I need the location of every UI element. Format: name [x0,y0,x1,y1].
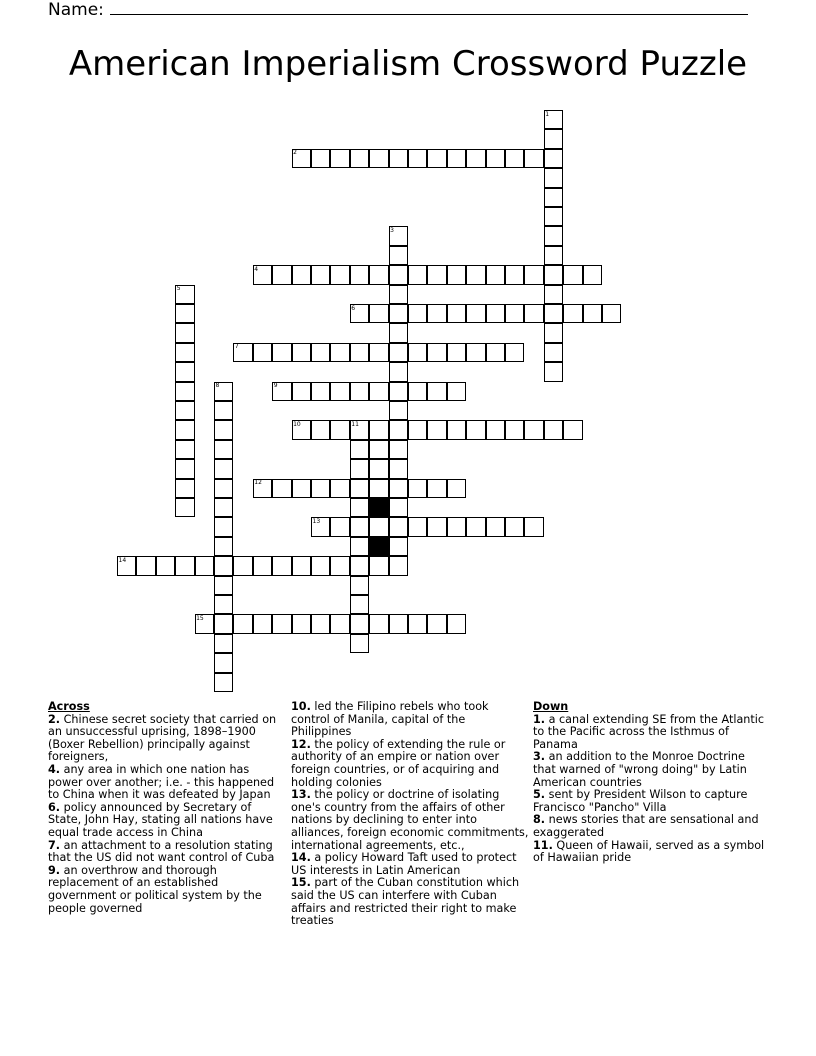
clue-number-1: 1 [545,110,550,118]
crossword-cell[interactable] [389,556,408,575]
crossword-cell[interactable] [214,459,233,478]
crossword-cell[interactable] [427,420,446,439]
crossword-cell[interactable] [175,401,194,420]
clue-number-5: 5 [176,285,181,293]
crossword-cell[interactable] [311,343,330,362]
crossword-cell[interactable] [233,556,252,575]
clue-number-6: 6 [351,304,356,312]
clue-number-2: 2 [293,149,297,157]
crossword-cell[interactable] [524,517,543,536]
crossword-cell[interactable] [214,517,233,536]
clue-text: Queen of Hawaii, served as a symbol of Hawaiian pride [533,838,765,865]
clue-down [533,714,771,752]
clue-text: a canal extending SE from the Atlantic to the Pacific across the Isthmus of Panama [533,712,765,751]
clue-number-12: 12 [254,479,262,487]
clue-across [291,701,529,739]
crossword-cell[interactable] [447,420,466,439]
crossword-cell[interactable] [544,323,563,342]
crossword-cell[interactable] [466,265,485,284]
clues-column-3 [533,701,771,865]
crossword-cell[interactable] [505,420,524,439]
crossword-cell[interactable] [175,304,194,323]
crossword-cell[interactable] [427,304,446,323]
clue-number-8: 8 [215,382,220,390]
puzzle-title: American Imperialism Crossword Puzzle [68,44,748,84]
crossword-cell[interactable] [330,420,349,439]
crossword-cell[interactable] [544,285,563,304]
crossword-cell[interactable] [389,304,408,323]
crossword-cell[interactable] [389,246,408,265]
crossword-cell[interactable] [563,420,582,439]
clue-across [48,840,284,865]
crossword-cell[interactable] [583,265,602,284]
crossword-cell[interactable] [369,614,388,633]
crossword-cell[interactable] [389,382,408,401]
crossword-cell[interactable] [447,343,466,362]
crossword-cell[interactable] [408,343,427,362]
crossword-cell[interactable] [175,420,194,439]
crossword-cell[interactable] [292,479,311,498]
crossword-cell[interactable] [369,382,388,401]
crossword-cell[interactable] [214,537,233,556]
crossword-cell[interactable] [175,479,194,498]
crossword-cell[interactable] [214,595,233,614]
blocked-cell [369,537,388,556]
clue-across [48,714,284,764]
crossword-cell[interactable] [369,479,388,498]
crossword-cell[interactable] [505,265,524,284]
crossword-cell[interactable] [486,149,505,168]
crossword-cell[interactable] [447,614,466,633]
clue-text: led the Filipino rebels who took control of Manila, capital of the Philippines [291,700,489,739]
crossword-cell[interactable] [389,343,408,362]
clue-text: part of the Cuban constitution which said the US can interfere with Cuban affairs and restricted their right to make treaties [291,876,520,928]
crossword-cell[interactable] [563,265,582,284]
crossword-cell[interactable] [524,304,543,323]
crossword-cell[interactable] [544,207,563,226]
crossword-cell[interactable] [156,556,175,575]
clue-number: 15. [291,876,311,890]
crossword-cell[interactable] [389,537,408,556]
crossword-cell[interactable] [369,149,388,168]
crossword-cell[interactable] [544,343,563,362]
crossword-cell[interactable] [350,634,369,653]
crossword-cell[interactable] [292,265,311,284]
crossword-cell[interactable] [408,479,427,498]
clue-text: the policy of extending the rule or authority of an empire or nation over foreign countries, or of acquiring and holding colonies [291,737,506,789]
crossword-cell[interactable] [447,382,466,401]
name-label: Name: [48,0,104,20]
crossword-cell[interactable] [214,556,233,575]
crossword-cell[interactable] [136,556,155,575]
crossword-cell[interactable] [233,614,252,633]
crossword-cell[interactable] [214,479,233,498]
clue-text: any area in which one nation has power over another; i.e. - this happened to China when it was defeated by Japan [48,762,275,802]
crossword-cell[interactable] [389,517,408,536]
crossword-cell[interactable] [544,362,563,381]
clue-number: 2. [48,712,61,726]
crossword-cell[interactable] [486,517,505,536]
clue-across [291,739,529,789]
clue-number: 12. [291,737,311,751]
crossword-cell[interactable] [369,420,388,439]
crossword-cell[interactable] [311,614,330,633]
crossword-cell[interactable] [350,343,369,362]
crossword-cell[interactable] [524,149,543,168]
crossword-cell[interactable] [447,265,466,284]
clue-number: 8. [533,813,546,827]
crossword-cell[interactable] [544,246,563,265]
clue-number: 9. [48,863,61,877]
clue-across [291,789,529,852]
crossword-cell[interactable] [272,479,291,498]
crossword-cell[interactable] [389,479,408,498]
crossword-cell[interactable] [292,343,311,362]
crossword-cell[interactable] [311,420,330,439]
crossword-cell[interactable] [447,517,466,536]
crossword-cell[interactable] [389,614,408,633]
crossword-cell[interactable] [505,343,524,362]
crossword-cell[interactable] [311,149,330,168]
clue-number-7: 7 [234,343,239,351]
crossword-cell[interactable] [466,517,485,536]
clue-down [533,840,771,865]
clue-number: 11. [533,838,553,852]
crossword-cell[interactable] [427,149,446,168]
clue-number: 6. [48,800,61,814]
crossword-cell[interactable] [369,517,388,536]
crossword-cell[interactable] [544,168,563,187]
crossword-cell[interactable] [524,420,543,439]
crossword-cell[interactable] [350,498,369,517]
clue-number-10: 10 [293,420,301,428]
crossword-cell[interactable] [544,188,563,207]
crossword-cell[interactable] [427,517,446,536]
blocked-cell [369,498,388,517]
crossword-cell[interactable] [175,556,194,575]
clue-down [533,751,771,789]
crossword-cell[interactable] [195,556,214,575]
crossword-cell[interactable] [272,265,291,284]
crossword-cell[interactable] [544,226,563,245]
crossword-cell[interactable] [350,537,369,556]
crossword-cell[interactable] [505,149,524,168]
crossword-cell[interactable] [330,382,349,401]
crossword-cell[interactable] [292,382,311,401]
crossword-cell[interactable] [389,498,408,517]
clue-number-3: 3 [390,226,394,234]
clue-number-13: 13 [312,517,321,525]
clue-across [48,865,284,915]
crossword-cell[interactable] [214,401,233,420]
crossword-cell[interactable] [466,343,485,362]
crossword-cell[interactable] [369,556,388,575]
clues-column-1 [48,701,284,915]
crossword-cell[interactable] [369,440,388,459]
clue-text: a policy Howard Taft used to protect US interests in Latin American [291,851,517,877]
clue-text: an addition to the Monroe Doctrine that warned of "wrong doing" by Latin American countries [533,750,747,789]
clue-number: 1. [533,712,546,726]
crossword-cell[interactable] [389,285,408,304]
crossword-cell[interactable] [272,343,291,362]
clue-text: news stories that are sensational and exaggerated [533,813,759,839]
crossword-cell[interactable] [389,401,408,420]
crossword-cell[interactable] [175,459,194,478]
crossword-cell[interactable] [408,517,427,536]
crossword-cell[interactable] [544,265,563,284]
crossword-cell[interactable] [427,479,446,498]
crossword-cell[interactable] [175,498,194,517]
crossword-cell[interactable] [330,614,349,633]
crossword-cell[interactable] [389,323,408,342]
crossword-cell[interactable] [350,459,369,478]
crossword-cell[interactable] [330,479,349,498]
crossword-cell[interactable] [350,149,369,168]
clue-number: 13. [291,788,311,802]
crossword-cell[interactable] [175,382,194,401]
clue-number-4: 4 [254,265,259,273]
crossword-cell[interactable] [214,440,233,459]
crossword-cell[interactable] [292,556,311,575]
crossword-cell[interactable] [330,265,349,284]
clue-number: 14. [291,851,311,865]
crossword-cell[interactable] [544,129,563,148]
crossword-cell[interactable] [408,614,427,633]
clue-number-11: 11 [351,420,359,428]
crossword-cell[interactable] [389,149,408,168]
crossword-cell[interactable] [214,576,233,595]
crossword-cell[interactable] [447,304,466,323]
crossword-cell[interactable] [583,304,602,323]
crossword-cell[interactable] [389,265,408,284]
clue-number: 5. [533,788,546,802]
clues-column-2 [291,701,529,928]
crossword-cell[interactable] [389,420,408,439]
crossword-cell[interactable] [486,304,505,323]
clue-number: 7. [48,838,61,852]
crossword-cell[interactable] [505,517,524,536]
crossword-cell[interactable] [214,673,233,692]
crossword-cell[interactable] [175,343,194,362]
crossword-cell[interactable] [311,479,330,498]
clue-text: policy announced by Secretary of State, John Hay, stating all nations have equal trade access in China [48,800,273,839]
crossword-cell[interactable] [427,343,446,362]
crossword-cell[interactable] [486,343,505,362]
clue-number-14: 14 [118,556,127,564]
crossword-cell[interactable] [330,517,349,536]
crossword-cell[interactable] [350,556,369,575]
crossword-cell[interactable] [466,304,485,323]
crossword-cell[interactable] [563,304,582,323]
crossword-cell[interactable] [214,498,233,517]
crossword-cell[interactable] [253,614,272,633]
clue-number: 10. [291,700,311,713]
clue-across [291,852,529,877]
clue-text: an attachment to a resolution stating that the US did not want control of Cuba [48,838,275,865]
clue-text: the policy or doctrine of isolating one's country from the affairs of other nations by declining to enter into alliances, foreign economic commitments, international agreements, etc., [291,788,529,852]
crossword-cell[interactable] [175,362,194,381]
crossword-cell[interactable] [311,382,330,401]
clue-number: 4. [48,762,61,776]
crossword-cell[interactable] [389,459,408,478]
crossword-cell[interactable] [272,614,291,633]
crossword-cell[interactable] [253,343,272,362]
crossword-cell[interactable] [369,459,388,478]
clue-number-15: 15 [196,614,204,622]
clue-text: Chinese secret society that carried on an unsuccessful uprising, 1898–1900 (Boxer Rebellion) principally against foreigners, [48,712,277,764]
crossword-cell[interactable] [292,614,311,633]
crossword-cell[interactable] [369,343,388,362]
crossword-cell[interactable] [369,304,388,323]
clue-down [533,814,771,839]
crossword-cell[interactable] [408,420,427,439]
crossword-cell[interactable] [214,420,233,439]
crossword-cell[interactable] [350,382,369,401]
crossword-cell[interactable] [330,149,349,168]
crossword-cell[interactable] [486,265,505,284]
crossword-cell[interactable] [350,265,369,284]
crossword-cell[interactable] [350,517,369,536]
crossword-cell[interactable] [214,653,233,672]
crossword-cell[interactable] [350,595,369,614]
crossword-cell[interactable] [544,420,563,439]
clue-across [291,877,529,927]
crossword-cell[interactable] [175,323,194,342]
crossword-cell[interactable] [389,440,408,459]
crossword-cell[interactable] [505,304,524,323]
crossword-cell[interactable] [253,556,272,575]
crossword-cell[interactable] [447,149,466,168]
crossword-cell[interactable] [408,304,427,323]
clue-text: an overthrow and thorough replacement of an established government or political system by the people governed [48,863,262,915]
crossword-cell[interactable] [214,614,233,633]
clue-down [533,789,771,814]
clue-number-9: 9 [273,382,278,390]
crossword-cell[interactable] [350,576,369,595]
crossword-cell[interactable] [544,304,563,323]
crossword-cell[interactable] [330,556,349,575]
crossword-cell[interactable] [427,382,446,401]
crossword-cell[interactable] [466,420,485,439]
crossword-cell[interactable] [389,362,408,381]
crossword-cell[interactable] [214,634,233,653]
crossword-cell[interactable] [350,440,369,459]
crossword-cell[interactable] [524,265,543,284]
crossword-cell[interactable] [408,382,427,401]
clue-across [48,764,284,802]
crossword-cell[interactable] [447,479,466,498]
across-heading: Across [48,700,90,713]
crossword-cell[interactable] [544,149,563,168]
crossword-cell[interactable] [350,479,369,498]
down-heading: Down [533,700,569,713]
clue-across [48,802,284,840]
crossword-cell[interactable] [466,149,485,168]
crossword-cell[interactable] [408,149,427,168]
crossword-cell[interactable] [486,420,505,439]
crossword-cell[interactable] [311,265,330,284]
crossword-cell[interactable] [311,556,330,575]
crossword-cell[interactable] [330,343,349,362]
crossword-cell[interactable] [175,440,194,459]
clue-text: sent by President Wilson to capture Francisco "Pancho" Villa [533,788,748,814]
clue-number: 3. [533,750,546,764]
crossword-cell[interactable] [427,265,446,284]
crossword-cell[interactable] [369,265,388,284]
crossword-cell[interactable] [427,614,446,633]
crossword-cell[interactable] [602,304,621,323]
crossword-cell[interactable] [350,614,369,633]
crossword-cell[interactable] [408,265,427,284]
crossword-cell[interactable] [272,556,291,575]
